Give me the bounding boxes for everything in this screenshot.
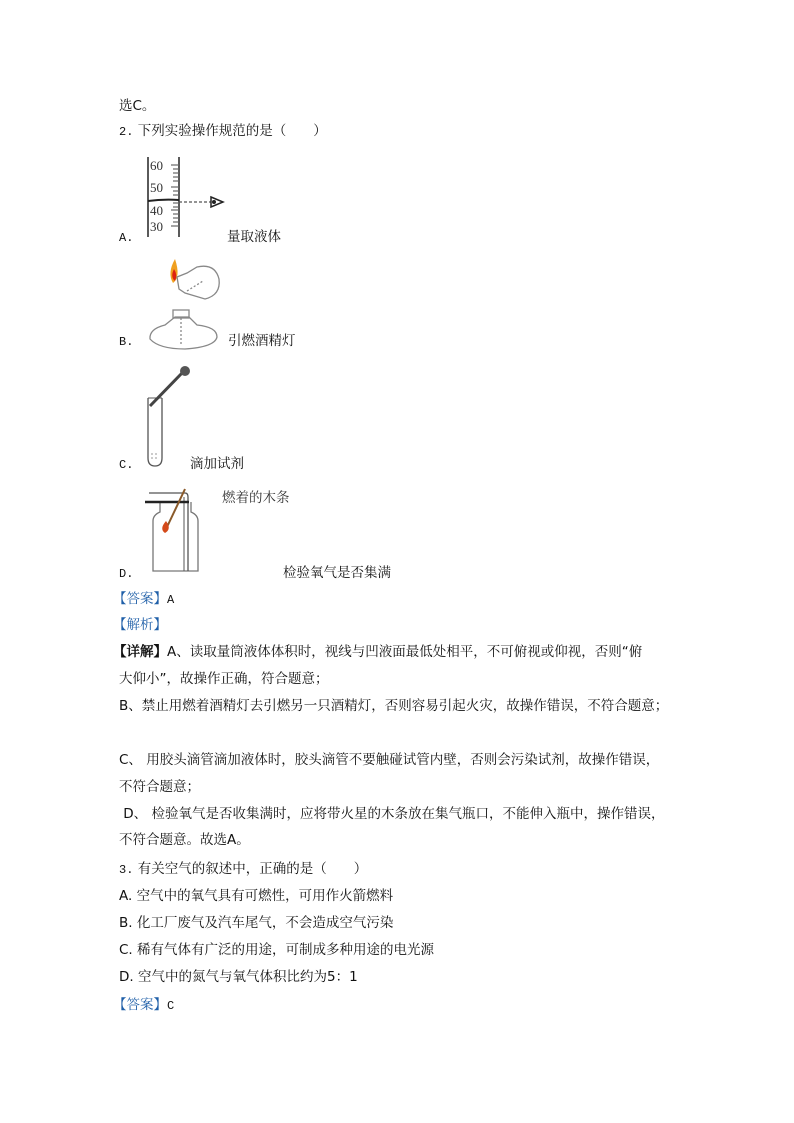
scale-label: 50 (150, 180, 163, 195)
option-b-caption: 引燃酒精灯 (228, 333, 296, 349)
detail-text: 不符合题意。故选A。 (119, 832, 250, 848)
option-a-caption: 量取液体 (227, 229, 281, 245)
detail-label: 【详解】 (113, 644, 167, 660)
scale-label: 40 (150, 203, 163, 218)
option-b-letter: B. (119, 335, 134, 349)
alcohol-lamp-figure (145, 255, 230, 350)
question-number: 3. (119, 863, 134, 877)
answer-value: A (167, 593, 175, 607)
detail-text: 不符合题意； (119, 779, 200, 795)
detail-text: D、 检验氧气是否收集满时，应将带火星的木条放在集气瓶口，不能伸入瓶中，操作错误， (119, 806, 665, 822)
answer-value: C (167, 999, 175, 1013)
detail-text: B、禁止用燃着酒精灯去引燃另一只酒精灯，否则容易引起火灾，故操作错误，不符合题意； (119, 698, 669, 714)
graduated-cylinder-figure (145, 155, 230, 240)
option-a: A. 空气中的氧气具有可燃性，可用作火箭燃料 (119, 888, 394, 904)
answer-label: 【答案】 (113, 997, 167, 1013)
scale-label: 60 (150, 158, 163, 173)
question-2-stem (119, 122, 327, 141)
detail-text: C、 用胶头滴管滴加液体时，胶头滴管不要触碰试管内壁，否则会污染试剂，故操作错误， (119, 752, 660, 768)
option-d-caption: 检验氧气是否集满 (283, 565, 391, 581)
analysis-label: 【解析】 (113, 617, 167, 633)
scale-label: 30 (150, 219, 163, 234)
burning-stick-label: 燃着的木条 (222, 490, 290, 506)
answer-label: 【答案】 (113, 591, 167, 607)
question-text: 有关空气的叙述中，正确的是（ ） (137, 861, 368, 877)
option-c: C. 稀有气体有广泛的用途，可制成多种用途的电光源 (119, 942, 435, 958)
detail-line (113, 643, 642, 661)
option-c-letter: C. (119, 458, 134, 472)
question-text: 下列实验操作规范的是（ ） (137, 123, 327, 139)
option-b: B. 化工厂废气及汽车尾气，不会造成空气污染 (119, 915, 394, 931)
option-d: D. 空气中的氮气与氧气体积比约为5：1 (119, 969, 358, 985)
option-a-letter: A. (119, 231, 134, 245)
gas-bottle-figure (145, 487, 225, 577)
question-number: 2. (119, 125, 134, 139)
detail-text: 大仰小”，故操作正确，符合题意； (119, 671, 329, 687)
answer-line (113, 996, 174, 1015)
option-c-caption: 滴加试剂 (190, 456, 244, 472)
answer-line (113, 590, 174, 609)
intro-text: 选C。 (119, 98, 156, 114)
option-d-letter: D. (119, 567, 134, 581)
dropper-test-tube-figure (145, 362, 195, 470)
detail-text: A、读取量筒液体体积时，视线与凹液面最低处相平，不可俯视或仰视，否则“俯 (167, 644, 643, 660)
question-3-stem (119, 860, 367, 879)
